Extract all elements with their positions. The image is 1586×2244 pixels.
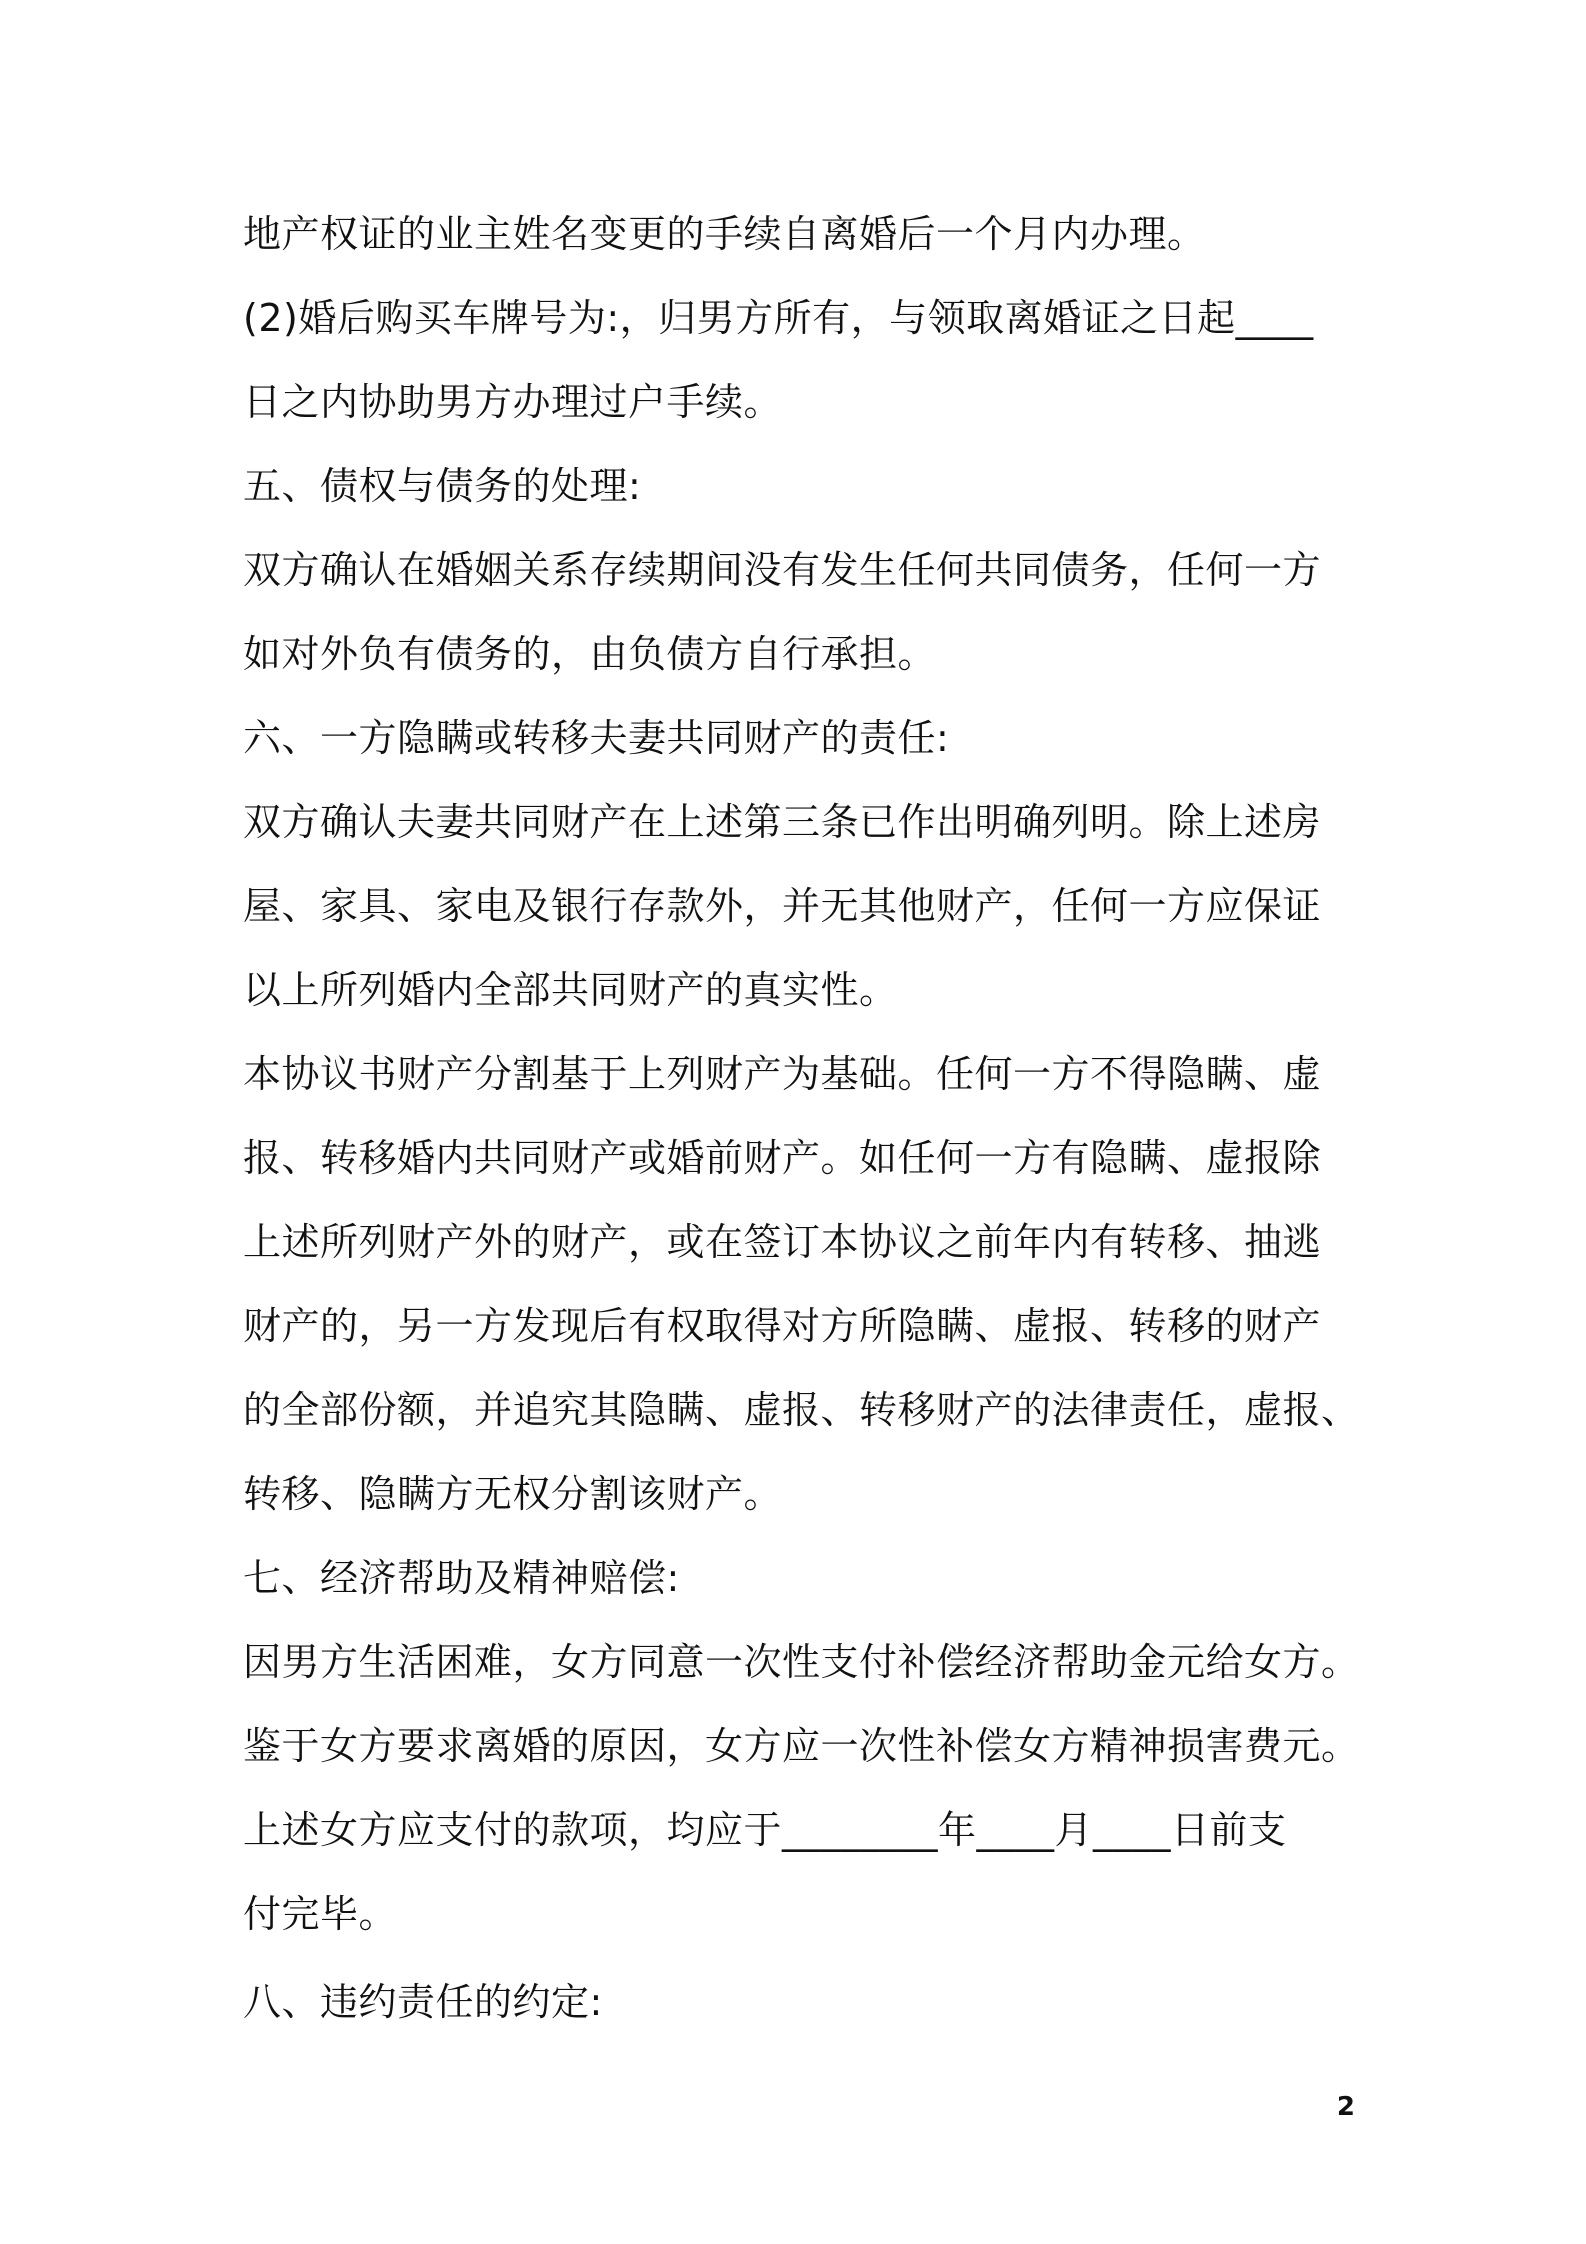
document-body (243, 192, 1393, 2044)
section-heading: 七、经济帮助及精神赔偿: (243, 1556, 680, 1600)
text-line: 如对外负有债务的，由负债方自行承担。 (243, 632, 937, 676)
text-line: 地产权证的业主姓名变更的手续自离婚后一个月内办理。 (243, 212, 1206, 256)
text-line: 财产的，另一方发现后有权取得对方所隐瞒、虚报、转移的财产 (243, 1304, 1322, 1348)
section-heading: 六、一方隐瞒或转移夫妻共同财产的责任: (243, 716, 950, 760)
text-line: 上述所列财产外的财产，或在签订本协议之前年内有转移、抽逃 (243, 1220, 1322, 1264)
text-line: 鉴于女方要求离婚的原因，女方应一次性补偿女方精神损害费元。 (243, 1724, 1360, 1768)
section-heading: 八、违约责任的约定: (243, 1980, 603, 2024)
text-line: 双方确认在婚姻关系存续期间没有发生任何共同债务，任何一方 (243, 548, 1322, 592)
text-line: 转移、隐瞒方无权分割该财产。 (243, 1472, 783, 1516)
text-line: 报、转移婚内共同财产或婚前财产。如任何一方有隐瞒、虚报除 (243, 1136, 1322, 1180)
text-line: 上述女方应支付的款项，均应于________年____月____日前支 (243, 1808, 1287, 1852)
page-number: 2 (1336, 2092, 1355, 2122)
text-line: 屋、家具、家电及银行存款外，并无其他财产，任何一方应保证 (243, 884, 1322, 928)
text-line: 因男方生活困难，女方同意一次性支付补偿经济帮助金元给女方。 (243, 1640, 1360, 1684)
text-line: 的全部份额，并追究其隐瞒、虚报、转移财产的法律责任，虚报、 (243, 1388, 1360, 1432)
text-line: 本协议书财产分割基于上列财产为基础。任何一方不得隐瞒、虚 (243, 1052, 1322, 1096)
text-line: 以上所列婚内全部共同财产的真实性。 (243, 968, 898, 1012)
text-line: (2)婚后购买车牌号为:，归男方所有，与领取离婚证之日起____ (243, 296, 1314, 340)
text-line: 双方确认夫妻共同财产在上述第三条已作出明确列明。除上述房 (243, 800, 1322, 844)
text-line: 付完毕。 (243, 1892, 398, 1936)
text-line: 日之内协助男方办理过户手续。 (243, 380, 783, 424)
section-heading: 五、债权与债务的处理: (243, 464, 642, 508)
